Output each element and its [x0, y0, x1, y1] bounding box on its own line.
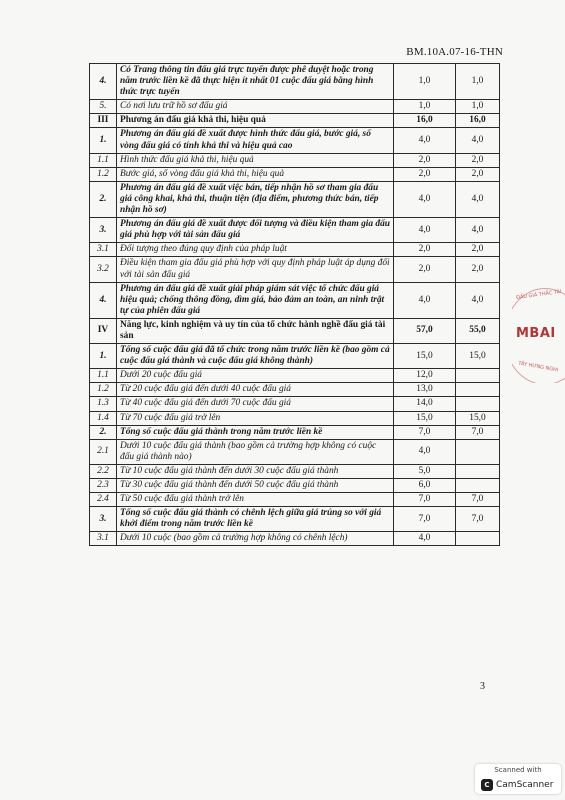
max-score-cell: 12,0	[394, 369, 456, 383]
max-score-cell: 7,0	[394, 425, 456, 439]
score-cell: 4,0	[456, 218, 500, 243]
camscanner-watermark	[475, 764, 561, 794]
max-score-cell: 16,0	[394, 114, 456, 128]
score-cell: 4,0	[456, 282, 500, 318]
table-row	[90, 507, 500, 532]
table-row	[90, 493, 500, 507]
max-score-cell: 1,0	[394, 64, 456, 100]
row-number: 1.	[90, 128, 117, 153]
max-score-cell: 5,0	[394, 464, 456, 478]
row-number: 2.	[90, 425, 117, 439]
table-row	[90, 243, 500, 257]
table-row	[90, 167, 500, 181]
table-row	[90, 411, 500, 425]
table-row	[90, 257, 500, 282]
max-score-cell: 4,0	[394, 218, 456, 243]
seal-top-text: ĐẤU GIÁ THẮC TÀI	[515, 288, 562, 302]
criterion-cell: Phương án đấu giá đề xuất được đối tượng và điều kiện tham gia đấu giá phù hợp với tài sản đấu giá	[117, 218, 394, 243]
max-score-cell: 15,0	[394, 344, 456, 369]
score-cell: 7,0	[456, 507, 500, 532]
table-row	[90, 369, 500, 383]
score-cell	[456, 532, 500, 546]
criterion-cell: Phương án đấu giá đề xuất được hình thức đấu giá, bước giá, số vòng đấu giá có tính khả thi và hiệu quả cao	[117, 128, 394, 153]
max-score-cell: 4,0	[394, 282, 456, 318]
row-number: 1.1	[90, 153, 117, 167]
max-score-cell: 4,0	[394, 128, 456, 153]
table-row	[90, 181, 500, 217]
criterion-cell: Dưới 10 cuộc đấu giá thành (bao gồm cả trường hợp không có cuộc đấu giá thành nào)	[117, 439, 394, 464]
max-score-cell: 15,0	[394, 411, 456, 425]
max-score-cell: 2,0	[394, 243, 456, 257]
max-score-cell: 1,0	[394, 100, 456, 114]
table-row	[90, 100, 500, 114]
row-number: 3.	[90, 507, 117, 532]
criterion-cell: Phương án đấu giá đề xuất việc bán, tiếp nhận hồ sơ tham gia đấu giá công khai, khả thi, thuận tiện (địa điểm, phương thức bán, tiếp nhận hồ sơ)	[117, 181, 394, 217]
row-number: 3.1	[90, 532, 117, 546]
table-row	[90, 153, 500, 167]
max-score-cell: 57,0	[394, 318, 456, 343]
criterion-cell: Từ 40 cuộc đấu giá đến dưới 70 cuộc đấu giá	[117, 397, 394, 411]
evaluation-table	[89, 63, 500, 546]
page-number: 3	[480, 681, 485, 692]
table-row	[90, 218, 500, 243]
score-cell: 2,0	[456, 167, 500, 181]
score-cell: 4,0	[456, 128, 500, 153]
criterion-cell: Hình thức đấu giá khả thi, hiệu quả	[117, 153, 394, 167]
score-cell: 7,0	[456, 425, 500, 439]
criterion-cell: Từ 50 cuộc đấu giá thành trở lên	[117, 493, 394, 507]
row-number: 2.	[90, 181, 117, 217]
row-number: 1.	[90, 344, 117, 369]
row-number: 4.	[90, 64, 117, 100]
table-row	[90, 479, 500, 493]
score-cell	[456, 397, 500, 411]
criterion-cell: Phương án đấu giá đề xuất giải pháp giám sát việc tổ chức đấu giá hiệu quả; chống thông đồng, dìm giá, bảo đảm an toàn, an ninh trật tự của phiên đấu giá	[117, 282, 394, 318]
table-row	[90, 282, 500, 318]
scanned-with-label: Scanned with	[494, 766, 542, 774]
criterion-cell: Dưới 10 cuộc (bao gồm cả trường hợp không có chênh lệch)	[117, 532, 394, 546]
criterion-cell: Tổng số cuộc đấu giá đã tổ chức trong năm trước liền kề (bao gồm cả cuộc đấu giá thành và cuộc đấu giá không thành)	[117, 344, 394, 369]
seal-center-text: MBAI	[516, 326, 556, 341]
score-cell: 2,0	[456, 153, 500, 167]
camscanner-logo-icon: C	[481, 779, 493, 791]
table-row	[90, 114, 500, 128]
camscanner-name: CamScanner	[496, 780, 554, 790]
criterion-cell: Từ 30 cuộc đấu giá thành đến dưới 50 cuộc đấu giá thành	[117, 479, 394, 493]
row-number: 1.2	[90, 167, 117, 181]
score-cell: 15,0	[456, 411, 500, 425]
score-cell: 1,0	[456, 64, 500, 100]
max-score-cell: 2,0	[394, 257, 456, 282]
score-cell	[456, 383, 500, 397]
table-row	[90, 532, 500, 546]
evaluation-table-body	[90, 64, 500, 546]
table-row	[90, 383, 500, 397]
row-number: 1.3	[90, 397, 117, 411]
max-score-cell: 14,0	[394, 397, 456, 411]
row-number: III	[90, 114, 117, 128]
score-cell: 4,0	[456, 181, 500, 217]
row-number: 1.4	[90, 411, 117, 425]
criterion-cell: Điều kiện tham gia đấu giá phù hợp với quy định pháp luật áp dụng đối với tài sản đấu giá	[117, 257, 394, 282]
criterion-cell: Có Trang thông tin đấu giá trực tuyến được phê duyệt hoặc trong năm trước liền kề đã thực hiện ít nhất 01 cuộc đấu giá bằng hình thức trực tuyến	[117, 64, 394, 100]
max-score-cell: 7,0	[394, 493, 456, 507]
criterion-cell: Dưới 20 cuộc đấu giá	[117, 369, 394, 383]
score-cell: 15,0	[456, 344, 500, 369]
table-row	[90, 439, 500, 464]
criterion-cell: Từ 20 cuộc đấu giá đến dưới 40 cuộc đấu giá	[117, 383, 394, 397]
table-row	[90, 464, 500, 478]
red-seal-stamp	[512, 288, 565, 383]
row-number: 3.2	[90, 257, 117, 282]
row-number: 2.3	[90, 479, 117, 493]
row-number: 3.	[90, 218, 117, 243]
row-number: 1.1	[90, 369, 117, 383]
table-row	[90, 64, 500, 100]
row-number: 2.2	[90, 464, 117, 478]
criterion-cell: Tổng số cuộc đấu giá thành trong năm trước liền kề	[117, 425, 394, 439]
table-row	[90, 318, 500, 343]
table-row	[90, 344, 500, 369]
table-row	[90, 425, 500, 439]
seal-bottom-text: TÂY HƯNG NGHI	[517, 360, 559, 374]
score-cell	[456, 479, 500, 493]
score-cell: 55,0	[456, 318, 500, 343]
score-cell: 7,0	[456, 493, 500, 507]
max-score-cell: 7,0	[394, 507, 456, 532]
criterion-cell: Từ 10 cuộc đấu giá thành đến dưới 30 cuộc đấu giá thành	[117, 464, 394, 478]
criterion-cell: Có nơi lưu trữ hồ sơ đấu giá	[117, 100, 394, 114]
score-cell: 16,0	[456, 114, 500, 128]
criterion-cell: Tổng số cuộc đấu giá thành có chênh lệch giữa giá trúng so với giá khởi điểm trong năm trước liền kề	[117, 507, 394, 532]
criterion-cell: Bước giá, số vòng đấu giá khả thi, hiệu quả	[117, 167, 394, 181]
row-number: 1.2	[90, 383, 117, 397]
row-number: IV	[90, 318, 117, 343]
table-row	[90, 128, 500, 153]
score-cell	[456, 464, 500, 478]
score-cell: 1,0	[456, 100, 500, 114]
max-score-cell: 2,0	[394, 153, 456, 167]
max-score-cell: 4,0	[394, 181, 456, 217]
document-code: BM.10A.07-16-THN	[406, 46, 503, 58]
criterion-cell: Đối tượng theo đúng quy định của pháp luật	[117, 243, 394, 257]
criterion-cell: Năng lực, kinh nghiệm và uy tín của tổ chức hành nghề đấu giá tài sản	[117, 318, 394, 343]
row-number: 3.1	[90, 243, 117, 257]
table-row	[90, 397, 500, 411]
max-score-cell: 2,0	[394, 167, 456, 181]
max-score-cell: 4,0	[394, 532, 456, 546]
max-score-cell: 4,0	[394, 439, 456, 464]
criterion-cell: Từ 70 cuộc đấu giá trở lên	[117, 411, 394, 425]
criterion-cell: Phương án đấu giá khả thi, hiệu quả	[117, 114, 394, 128]
max-score-cell: 13,0	[394, 383, 456, 397]
row-number: 5.	[90, 100, 117, 114]
score-cell: 2,0	[456, 257, 500, 282]
score-cell	[456, 439, 500, 464]
row-number: 4.	[90, 282, 117, 318]
score-cell: 2,0	[456, 243, 500, 257]
row-number: 2.4	[90, 493, 117, 507]
max-score-cell: 6,0	[394, 479, 456, 493]
score-cell	[456, 369, 500, 383]
row-number: 2.1	[90, 439, 117, 464]
